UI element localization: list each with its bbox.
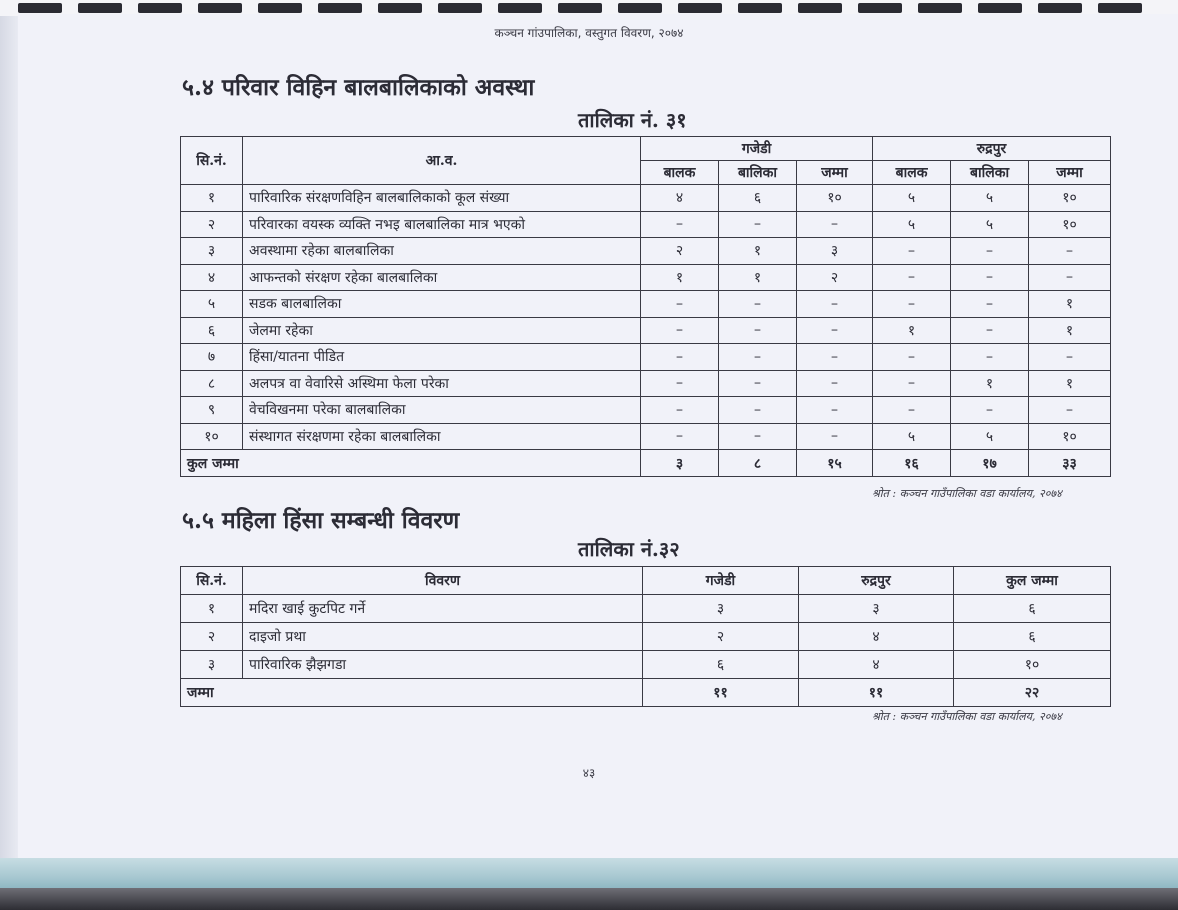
- row-description: अलपत्र वा वेवारिसे अस्थिमा फेला परेका: [243, 370, 641, 397]
- cell-value: –: [719, 317, 797, 344]
- cell-value: ५: [951, 185, 1029, 212]
- row-sn: १: [181, 185, 243, 212]
- row-description: आफन्तको संरक्षण रहेका बालबालिका: [243, 264, 641, 291]
- binding-ring: [1098, 3, 1142, 13]
- table-header-row: [181, 137, 1111, 161]
- table-total-row: [181, 450, 1111, 477]
- cell-value: १: [1029, 317, 1111, 344]
- header-rudrapur: रुद्रपुर: [873, 137, 1111, 161]
- binding-ring: [318, 3, 362, 13]
- row-description: पारिवारिक संरक्षणविहिन बालबालिकाको कूल संख्या: [243, 185, 641, 212]
- table-row: [181, 238, 1111, 265]
- cell-value: –: [797, 397, 873, 424]
- page-left-edge: [0, 16, 18, 888]
- running-header: कञ्चन गांउपालिका, वस्तुगत विवरण, २०७४: [494, 26, 684, 40]
- cell-value: –: [873, 291, 951, 318]
- cell-value: –: [719, 370, 797, 397]
- cell-value: –: [951, 238, 1029, 265]
- total-label: कुल जम्मा: [181, 450, 641, 477]
- table-row: [181, 397, 1111, 424]
- header-description: आ.व.: [243, 137, 641, 185]
- cell-value: –: [719, 423, 797, 450]
- page-bottom-shadow: [0, 888, 1178, 910]
- table-row: [181, 344, 1111, 371]
- table-row: [181, 595, 1111, 623]
- cell-value: –: [719, 397, 797, 424]
- cell-value: –: [951, 344, 1029, 371]
- subheader-girls: बालिका: [951, 161, 1029, 185]
- row-sn: ४: [181, 264, 243, 291]
- cell-value: २: [641, 238, 719, 265]
- cell-value: –: [873, 238, 951, 265]
- cell-value: १: [1029, 370, 1111, 397]
- table-row: [181, 185, 1111, 212]
- cell-value: ४: [799, 623, 954, 651]
- table-31: [180, 136, 1111, 477]
- row-description: सडक बालबालिका: [243, 291, 641, 318]
- row-description: संस्थागत संरक्षणमा रहेका बालबालिका: [243, 423, 641, 450]
- binding-ring: [258, 3, 302, 13]
- row-sn: १: [181, 595, 243, 623]
- header-description: विवरण: [243, 567, 643, 595]
- cell-value: –: [873, 264, 951, 291]
- cell-value: –: [797, 211, 873, 238]
- row-description: अवस्थामा रहेका बालबालिका: [243, 238, 641, 265]
- cell-value: –: [1029, 344, 1111, 371]
- cell-value: १०: [1029, 211, 1111, 238]
- cell-value: ५: [873, 185, 951, 212]
- cell-value: –: [951, 397, 1029, 424]
- row-sn: २: [181, 623, 243, 651]
- cell-value: –: [641, 344, 719, 371]
- cell-value: –: [797, 423, 873, 450]
- subheader-boys: बालक: [873, 161, 951, 185]
- cell-value: ५: [951, 211, 1029, 238]
- binding-ring: [558, 3, 602, 13]
- binding-ring: [438, 3, 482, 13]
- row-sn: ९: [181, 397, 243, 424]
- cell-value: २: [797, 264, 873, 291]
- binding-ring: [798, 3, 842, 13]
- row-sn: ८: [181, 370, 243, 397]
- row-sn: ३: [181, 238, 243, 265]
- cell-value: १: [873, 317, 951, 344]
- cell-value: –: [641, 370, 719, 397]
- binding-ring: [678, 3, 722, 13]
- table-31-source: श्रोत : कञ्चन गाउँपालिका वडा कार्यालय, २०७४: [872, 487, 1062, 500]
- cell-value: –: [1029, 397, 1111, 424]
- cell-value: –: [797, 291, 873, 318]
- header-gajedi: गजेडी: [643, 567, 799, 595]
- total-value: ३३: [1029, 450, 1111, 477]
- binding-ring: [378, 3, 422, 13]
- binding-ring: [18, 3, 62, 13]
- cell-value: १०: [954, 651, 1111, 679]
- cell-value: –: [641, 211, 719, 238]
- binding-ring: [918, 3, 962, 13]
- total-value: ११: [643, 679, 799, 707]
- binding-ring: [858, 3, 902, 13]
- cell-value: ६: [954, 623, 1111, 651]
- cell-value: –: [797, 370, 873, 397]
- binding-ring: [618, 3, 662, 13]
- table-32-source: श्रोत : कञ्चन गाउँपालिका वडा कार्यालय, २०७४: [872, 710, 1062, 723]
- table-row: [181, 291, 1111, 318]
- binding-ring: [498, 3, 542, 13]
- header-sn: सि.नं.: [181, 137, 243, 185]
- cell-value: –: [641, 397, 719, 424]
- binding-ring: [78, 3, 122, 13]
- cell-value: ५: [873, 423, 951, 450]
- cell-value: ३: [799, 595, 954, 623]
- subheader-total: जम्मा: [1029, 161, 1111, 185]
- table-row: [181, 623, 1111, 651]
- table-32: [180, 566, 1111, 707]
- binding-ring: [1038, 3, 1082, 13]
- row-description: वेचविखनमा परेका बालबालिका: [243, 397, 641, 424]
- cell-value: –: [641, 317, 719, 344]
- cell-value: ५: [951, 423, 1029, 450]
- row-description: दाइजो प्रथा: [243, 623, 643, 651]
- table-header-row: [181, 567, 1111, 595]
- table-row: [181, 317, 1111, 344]
- row-sn: ६: [181, 317, 243, 344]
- table-row: [181, 264, 1111, 291]
- header-gajedi: गजेडी: [641, 137, 873, 161]
- cell-value: –: [719, 211, 797, 238]
- cell-value: १०: [797, 185, 873, 212]
- cell-value: १: [719, 238, 797, 265]
- cell-value: १: [641, 264, 719, 291]
- cell-value: ४: [799, 651, 954, 679]
- table-row: [181, 370, 1111, 397]
- cell-value: –: [873, 397, 951, 424]
- cell-value: १०: [1029, 185, 1111, 212]
- total-value: ८: [719, 450, 797, 477]
- cell-value: –: [641, 423, 719, 450]
- cell-value: १: [719, 264, 797, 291]
- subheader-total: जम्मा: [797, 161, 873, 185]
- cell-value: १०: [1029, 423, 1111, 450]
- table-row: [181, 423, 1111, 450]
- row-sn: २: [181, 211, 243, 238]
- section-heading-5-5: ५.५ महिला हिंसा सम्बन्धी विवरण: [182, 507, 460, 534]
- row-description: जेलमा रहेका: [243, 317, 641, 344]
- header-grand-total: कुल जम्मा: [954, 567, 1111, 595]
- total-value: १७: [951, 450, 1029, 477]
- cell-value: –: [951, 291, 1029, 318]
- total-value: १६: [873, 450, 951, 477]
- cell-value: २: [643, 623, 799, 651]
- row-sn: ३: [181, 651, 243, 679]
- page-number: ४३: [582, 766, 596, 780]
- cell-value: –: [797, 317, 873, 344]
- cell-value: १: [951, 370, 1029, 397]
- cell-value: –: [641, 291, 719, 318]
- table-row: [181, 651, 1111, 679]
- cell-value: –: [951, 264, 1029, 291]
- binding-ring: [978, 3, 1022, 13]
- page-bottom-strip: [0, 858, 1178, 888]
- row-description: मदिरा खाई कुटपिट गर्ने: [243, 595, 643, 623]
- cell-value: ३: [797, 238, 873, 265]
- binding-ring: [138, 3, 182, 13]
- cell-value: –: [951, 317, 1029, 344]
- cell-value: ६: [719, 185, 797, 212]
- row-description: परिवारका वयस्क व्यक्ति नभइ बालबालिका मात्र भएको: [243, 211, 641, 238]
- cell-value: –: [1029, 238, 1111, 265]
- cell-value: –: [719, 291, 797, 318]
- cell-value: –: [797, 344, 873, 371]
- row-sn: १०: [181, 423, 243, 450]
- cell-value: –: [1029, 264, 1111, 291]
- cell-value: ३: [643, 595, 799, 623]
- total-value: २२: [954, 679, 1111, 707]
- subheader-boys: बालक: [641, 161, 719, 185]
- total-label: जम्मा: [181, 679, 643, 707]
- row-description: पारिवारिक झैझगडा: [243, 651, 643, 679]
- table-32-caption: तालिका नं.३२: [578, 537, 680, 561]
- total-value: ११: [799, 679, 954, 707]
- cell-value: ५: [873, 211, 951, 238]
- table-total-row: [181, 679, 1111, 707]
- table-row: [181, 211, 1111, 238]
- row-sn: ७: [181, 344, 243, 371]
- binding-ring: [198, 3, 242, 13]
- cell-value: १: [1029, 291, 1111, 318]
- row-description: हिंसा/यातना पीडित: [243, 344, 641, 371]
- table-31-caption: तालिका नं. ३१: [578, 108, 687, 132]
- total-value: १५: [797, 450, 873, 477]
- header-sn: सि.नं.: [181, 567, 243, 595]
- cell-value: –: [873, 370, 951, 397]
- total-value: ३: [641, 450, 719, 477]
- header-rudrapur: रुद्रपुर: [799, 567, 954, 595]
- binding-ring: [738, 3, 782, 13]
- row-sn: ५: [181, 291, 243, 318]
- cell-value: ६: [643, 651, 799, 679]
- cell-value: –: [719, 344, 797, 371]
- cell-value: –: [873, 344, 951, 371]
- section-heading-5-4: ५.४ परिवार विहिन बालबालिकाको अवस्था: [182, 74, 535, 101]
- cell-value: ४: [641, 185, 719, 212]
- cell-value: ६: [954, 595, 1111, 623]
- subheader-girls: बालिका: [719, 161, 797, 185]
